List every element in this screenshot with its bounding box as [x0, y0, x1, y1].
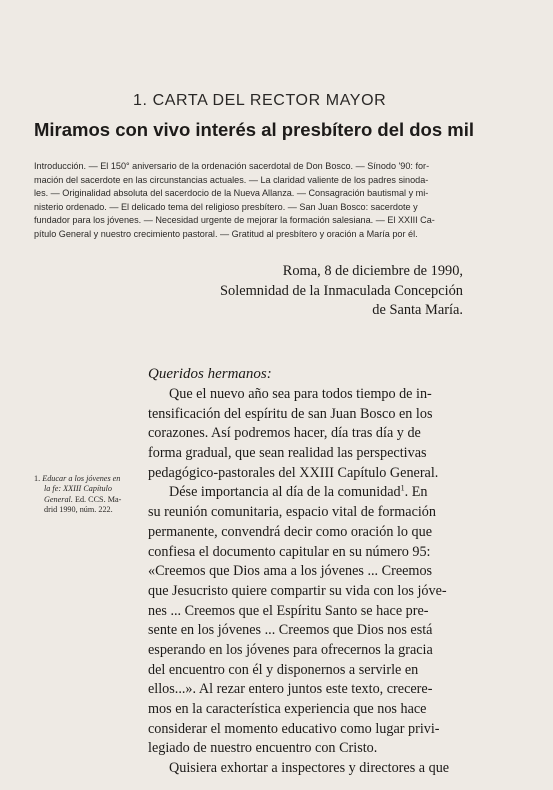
footnote-title: General. — [44, 494, 73, 504]
place-date-line: de Santa María. — [372, 302, 463, 318]
summary-line: pítulo General y nuestro crecimiento pastoral. — Gratitud al presbítero y oración a María por él. — [34, 228, 418, 239]
body-line: su reunión comunitaria, espacio vital de formación — [148, 504, 436, 521]
section-heading: 1. CARTA DEL RECTOR MAYOR — [133, 92, 387, 109]
body-line — [148, 483, 473, 503]
body-line: Que el nuevo año sea para todos tiempo de in- — [169, 386, 432, 402]
body-line: permanente, convendrá decir como oración lo que — [148, 523, 433, 540]
summary-line: Introducción. — El 150° aniversario de la ordenación sacerdotal de Don Bosco. — Sínodo '90: for- — [34, 161, 430, 171]
body-line: nes ... Creemos que el Espíritu Santo se hace pre- — [148, 602, 429, 619]
footnote-line — [34, 474, 144, 484]
body-text-fragment: . En — [404, 484, 428, 501]
footnote-publisher: Ed. CCS. Ma- — [72, 494, 122, 504]
summary-line: mación del sacerdote en las circunstancias actuales. — La claridad valiente de los padres sinoda- — [34, 174, 429, 185]
summary-line: fundador para los jóvenes. — Necesidad urgente de mejorar la formación salesiana. — El XXIII Ca- — [34, 215, 435, 226]
body-line: esperando en los jóvenes para ofrecernos la gracia — [148, 641, 433, 658]
summary-line: nisterio ordenado. — El delicado tema del religioso presbítero. — San Juan Bosco: sacerdote y — [34, 201, 418, 212]
letter-body — [148, 385, 473, 779]
body-line: forma gradual, que sean realidad las perspectivas — [148, 445, 427, 462]
footnote-reference[interactable]: 1 — [400, 483, 405, 493]
body-line: sente en los jóvenes ... Creemos que Dios nos está — [148, 622, 433, 639]
summary-abstract — [34, 160, 467, 242]
footnote-title: Educar a los jóvenes en — [42, 474, 121, 483]
footnote-line: la fe: XXIII Capítulo — [44, 484, 112, 494]
body-line: que Jesucristo quiere compartir su vida con los jóve- — [148, 582, 447, 599]
body-line: «Creemos que Dios ama a los jóvenes ... Creemos — [148, 563, 433, 580]
body-line: del encuentro con él y disponernos a servirle en — [148, 661, 419, 678]
footnote — [34, 474, 144, 515]
body-line: pedagógico-pastorales del XXIII Capítulo General. — [148, 464, 439, 481]
body-text-fragment: Dése importancia al día de la comunidad — [169, 484, 401, 501]
place-date-line: Solemnidad de la Inmaculada Concepción — [220, 282, 463, 299]
footnote-number: 1. — [34, 474, 41, 483]
body-line: confiesa el documento capitular en su número 95: — [148, 543, 431, 560]
body-line: considerar el momento educativo como lugar privi- — [148, 720, 440, 737]
place-date — [180, 262, 463, 321]
footnote-line: drid 1990, núm. 222. — [44, 504, 113, 514]
body-line: Quisiera exhortar a inspectores y directores a que — [169, 760, 450, 777]
body-line: legiado de nuestro encuentro con Cristo. — [148, 740, 378, 757]
body-line: ellos...». Al rezar entero juntos este texto, crecere- — [148, 681, 433, 698]
footnote-line — [34, 495, 144, 505]
summary-line: les. — Originalidad absoluta del sacerdocio de la Nueva Allanza. — Consagración bautismal y mi- — [34, 188, 429, 199]
body-line: tensificación del espíritu de san Juan Bosco en los — [148, 405, 433, 422]
salutation: Queridos hermanos: — [148, 366, 272, 382]
body-line: corazones. Así podremos hacer, día tras día y de — [148, 425, 421, 442]
place-date-line: Roma, 8 de diciembre de 1990, — [282, 263, 463, 279]
body-line: mos en la característica experiencia que nos hace — [148, 701, 427, 717]
letter-title: Miramos con vivo interés al presbítero del dos mil — [34, 119, 475, 140]
